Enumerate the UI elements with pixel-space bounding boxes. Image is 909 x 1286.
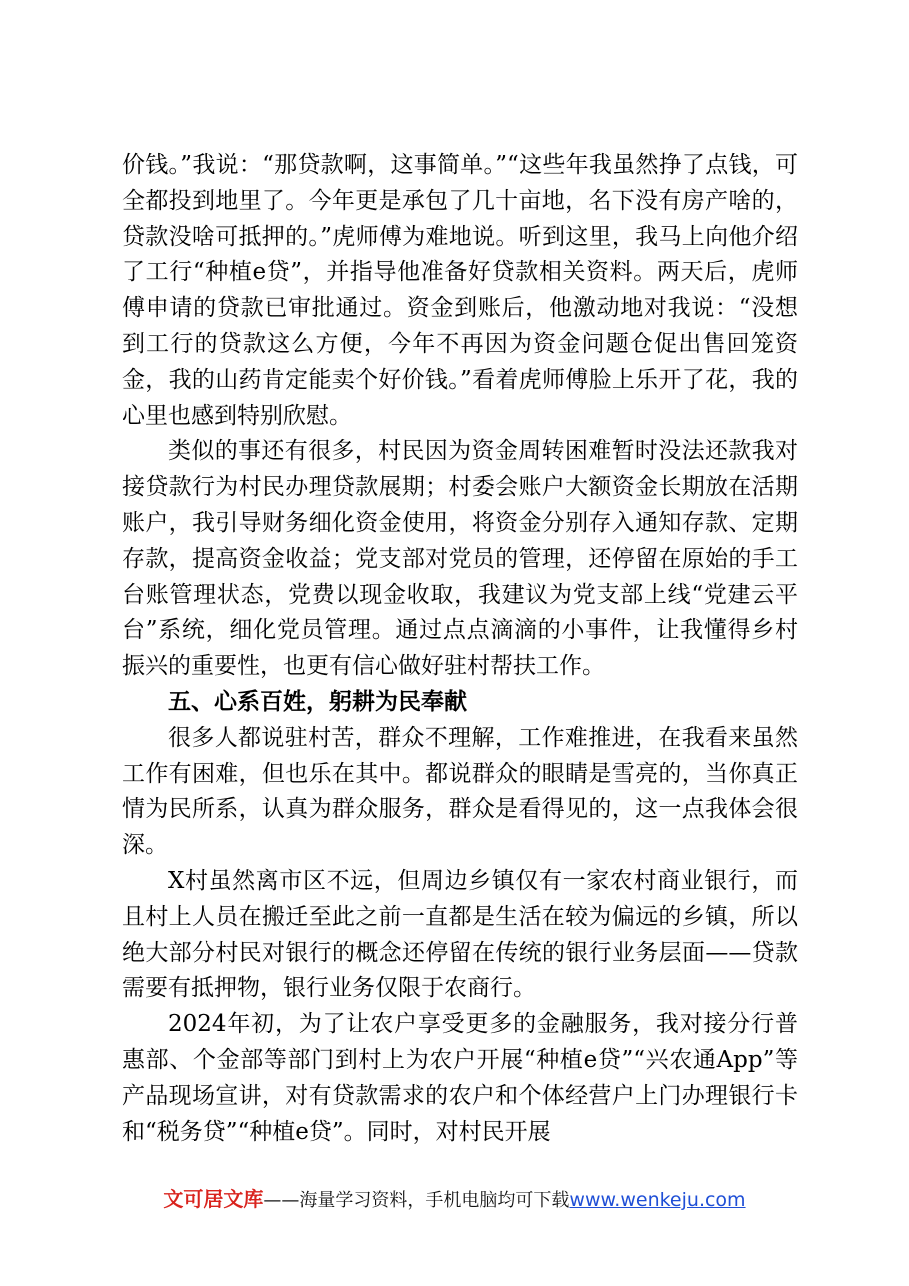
footer-tagline: ——海量学习资料，手机电脑均可下载 (263, 1190, 570, 1211)
footer-link[interactable]: www.wenkeju.com (569, 1189, 746, 1211)
paragraph-continued: 价钱。”我说：“那贷款啊，这事简单。”“这些年我虽然挣了点钱，可全都投到地里了。今年更是承包了几十亩地，名下没有房产啥的，贷款没啥可抵押的。”虎师傅为难地说。听到这里，我马上向他介绍了工行“种植e贷”，并指导他准备好贷款相关资料。两天后，虎师傅申请的贷款已审批通过。资金到账后，他激动地对我说：“没想到工行的贷款这么方便，今年不再因为资金问题仓促出售回笼资金，我的山药肯定能卖个好价钱。”看着虎师傅脸上乐开了花，我的心里也感到特别欣慰。 (122, 152, 798, 429)
paragraph-x-village: X村虽然离市区不远，但周边乡镇仅有一家农村商业银行，而且村上人员在搬迁至此之前一直都是生活在较为偏远的乡镇，所以绝大部分村民对银行的概念还停留在传统的银行业务层面——贷款需要有抵押物，银行业务仅限于农商行。 (122, 867, 798, 1002)
paragraph-village-work: 很多人都说驻村苦，群众不理解，工作难推进，在我看来虽然工作有困难，但也乐在其中。都说群众的眼睛是雪亮的，当你真正情为民所系，认真为群众服务，群众是看得见的，这一点我体会很深。 (122, 724, 798, 859)
footer-brand: 文可居文库 (163, 1187, 264, 1211)
document-body (122, 148, 798, 1150)
section-heading-five: 五、心系百姓，躬耕为民奉献 (168, 688, 467, 715)
paragraph-2024: 2024年初，为了让农户享受更多的金融服务，我对接分行普惠部、个金部等部门到村上为农户开展“种植e贷”“兴农通App”等产品现场宣讲，对有贷款需求的农户和个体经营户上门办理银行卡和“税务贷”“种植e贷”。同时，对村民开展 (122, 1011, 798, 1145)
footer-banner (0, 1183, 909, 1212)
paragraph-similar-cases: 类似的事还有很多，村民因为资金周转困难暂时没法还款我对接贷款行为村民办理贷款展期；村委会账户大额资金长期放在活期账户，我引导财务细化资金使用，将资金分别存入通知存款、定期存款，提高资金收益；党支部对党员的管理，还停留在原始的手工台账管理状态，党费以现金收取，我建议为党支部上线“党建云平台”系统，细化党员管理。通过点点滴滴的小事件，让我懂得乡村振兴的重要性，也更有信心做好驻村帮扶工作。 (122, 438, 798, 680)
